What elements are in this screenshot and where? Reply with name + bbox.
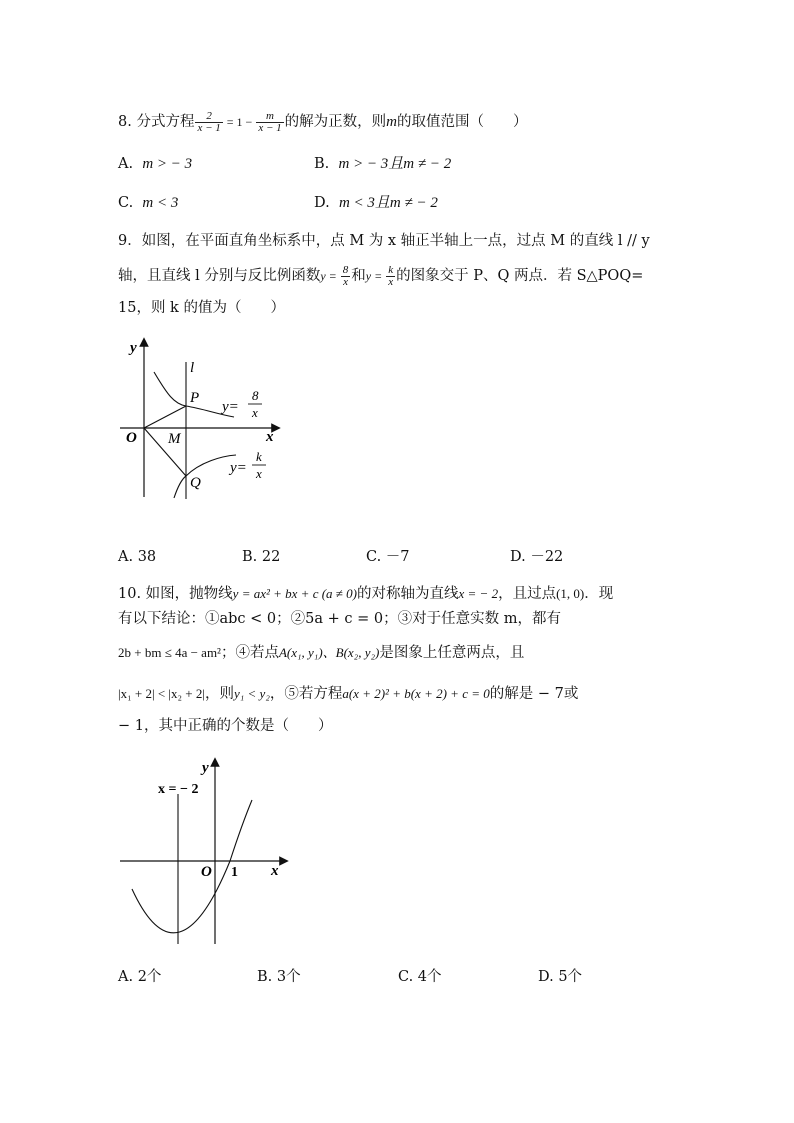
q10-option-d[interactable]: D. 5个 bbox=[538, 969, 583, 985]
q8-fraction-1: $\frac{2}{x - 1}$ bbox=[197, 109, 221, 134]
q9-fraction-8x: $\frac{8}{x}$ bbox=[342, 263, 349, 288]
q8-prefix: 8. 分式方程 bbox=[118, 114, 195, 130]
q8-mid: = 1 − bbox=[223, 115, 256, 129]
q9-label-o: O bbox=[126, 430, 137, 446]
q9-curve1-den: x bbox=[252, 405, 258, 420]
q9-label-l: l bbox=[190, 360, 195, 376]
q9-curve-kx bbox=[174, 455, 236, 498]
q9-label-x: x bbox=[266, 429, 274, 445]
q9-curve2-den: x bbox=[256, 466, 262, 481]
q9-label-p: P bbox=[190, 390, 200, 406]
q8-option-a[interactable]: A. m > − 3 bbox=[118, 156, 193, 172]
q9-option-b[interactable]: B. 22 bbox=[242, 549, 281, 565]
q10-label-x: x bbox=[271, 863, 279, 879]
q9-line-3: 15，则 k 的值为（ ） bbox=[118, 300, 285, 316]
q9-segment-op bbox=[144, 406, 186, 428]
q9-option-d[interactable]: D. －22 bbox=[510, 549, 564, 565]
q10-figure bbox=[112, 754, 302, 954]
q9-curve2-num: k bbox=[256, 449, 262, 464]
q10-line-1: 10. 如图，抛物线y = ax² + bx + c (a ≠ 0)的对称轴为直线x = − 2，且过点(1, 0)．现 bbox=[118, 586, 614, 602]
q10-line-4: |x₁ + 2| < |x₂ + 2|，则y₁ < y₂，⑤若方程a(x + 2)² + b(x + 2) + c = 0的解是 − 7或 bbox=[118, 686, 579, 702]
q9-line-1: 9．如图，在平面直角坐标系中，点 M 为 x 轴正半轴上一点，过点 M 的直线 l // y bbox=[118, 233, 650, 249]
q9-option-a[interactable]: A. 38 bbox=[118, 549, 157, 565]
q9-fraction-kx: $\frac{k}{x}$ bbox=[388, 263, 394, 288]
q8-option-b[interactable]: B. m > − 3且m ≠ − 2 bbox=[314, 156, 452, 172]
q10-label-o: O bbox=[201, 864, 212, 880]
q10-line-5: − 1，其中正确的个数是（ ） bbox=[118, 718, 333, 734]
q9-curve1-num: 8 bbox=[252, 388, 259, 403]
q8-option-d[interactable]: D. m < 3且m ≠ − 2 bbox=[314, 195, 438, 211]
q9-label-y: y bbox=[130, 340, 137, 356]
q10-option-b[interactable]: B. 3个 bbox=[257, 969, 301, 985]
q9-option-c[interactable]: C. －7 bbox=[366, 549, 410, 565]
q9-label-m: M bbox=[168, 431, 181, 447]
q10-line-3: 2b + bm ≤ 4a − am²；④若点A(x₁, y₁)、B(x₂, y₂)是图象上任意两点，且 bbox=[118, 645, 525, 661]
q10-option-a[interactable]: A. 2个 bbox=[118, 969, 162, 985]
q8-stem: 8. 分式方程 $\frac{2}{x - 1}$ = 1 − $\frac{m}{x - 1}$ 的解为正数，则m的取值范围（ ） bbox=[118, 109, 528, 134]
q10-label-y: y bbox=[202, 760, 209, 776]
q10-option-c[interactable]: C. 4个 bbox=[398, 969, 442, 985]
q10-label-axis: x = − 2 bbox=[158, 782, 199, 797]
q8-fraction-2: $\frac{m}{x - 1}$ bbox=[258, 109, 282, 134]
q8-option-c[interactable]: C. m < 3 bbox=[118, 195, 179, 211]
q9-line-2: 轴，且直线 l 分别与反比例函数y = $\frac{8}{x}$ 和y = $\frac{k}{x}$ 的图象交于 P、Q 两点．若 S△POQ= bbox=[118, 263, 644, 288]
q10-line-2: 有以下结论：①abc < 0；②5a + c = 0；③对于任意实数 m，都有 bbox=[118, 611, 561, 627]
q9-curve2-lhs: y= bbox=[230, 460, 247, 476]
q9-figure bbox=[112, 334, 292, 524]
q9-curve1-lhs: y= bbox=[222, 399, 239, 415]
q9-label-q: Q bbox=[190, 475, 201, 491]
q10-label-one: 1 bbox=[231, 865, 238, 880]
